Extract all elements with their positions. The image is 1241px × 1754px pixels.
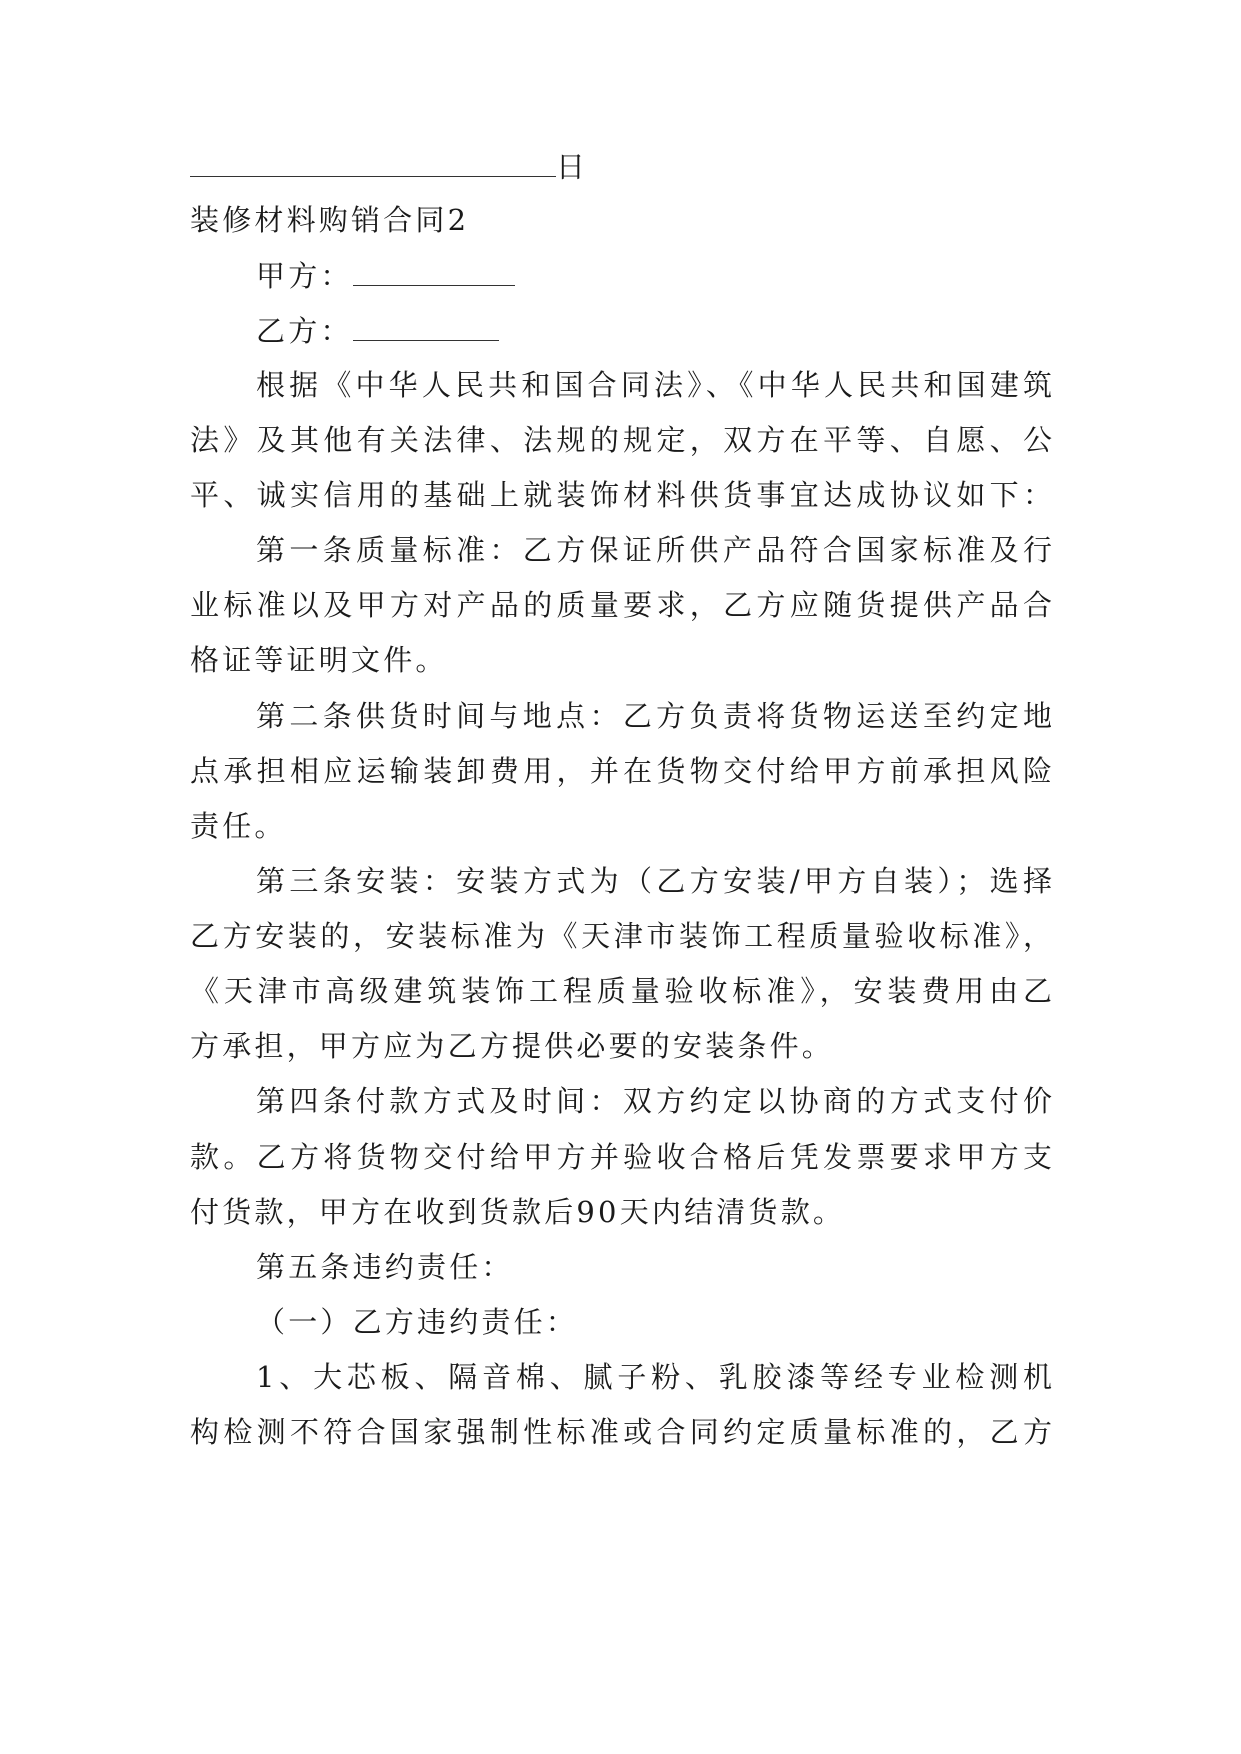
date-day-suffix: 日 bbox=[556, 150, 589, 184]
party-a-line bbox=[256, 255, 515, 296]
intro-line-2: 法》及其他有关法律、法规的规定，双方在平等、自愿、公 bbox=[190, 423, 1052, 457]
article-5-item-1-line-2: 构检测不符合国家强制性标准或合同约定质量标准的，乙方 bbox=[190, 1415, 1052, 1449]
article-3-line-3: 《天津市高级建筑装饰工程质量验收标准》，安装费用由乙 bbox=[190, 974, 1052, 1008]
article-1-line-3: 格证等证明文件。 bbox=[190, 643, 448, 677]
article-2-line-2: 点承担相应运输装卸费用，并在货物交付给甲方前承担风险 bbox=[190, 754, 1052, 788]
article-4-line-3: 付货款，甲方在收到货款后90天内结清货款。 bbox=[190, 1195, 846, 1229]
party-a-label: 甲方： bbox=[256, 259, 353, 293]
date-line bbox=[190, 146, 588, 187]
intro-line-1: 根据《中华人民共和国合同法》、《中华人民共和国建筑 bbox=[256, 368, 1052, 402]
article-2-line-3: 责任。 bbox=[190, 809, 287, 843]
document-title: 装修材料购销合同2 bbox=[190, 203, 470, 237]
intro-line-3: 平、诚实信用的基础上就装饰材料供货事宜达成协议如下： bbox=[190, 478, 1052, 512]
article-3-line-2: 乙方安装的，安装标准为《天津市装饰工程质量验收标准》， bbox=[190, 919, 1052, 953]
article-3-line-4: 方承担，甲方应为乙方提供必要的安装条件。 bbox=[190, 1029, 835, 1063]
article-4-line-2: 款。乙方将货物交付给甲方并验收合格后凭发票要求甲方支 bbox=[190, 1140, 1052, 1174]
date-blank bbox=[190, 146, 556, 177]
article-5-item-1-line-1: 1、大芯板、隔音棉、腻子粉、乳胶漆等经专业检测机 bbox=[256, 1360, 1052, 1394]
article-5-subheading-1: （一）乙方违约责任： bbox=[256, 1305, 579, 1339]
party-b-blank bbox=[353, 310, 499, 341]
party-b-label: 乙方： bbox=[256, 314, 353, 348]
article-1-line-1: 第一条质量标准：乙方保证所供产品符合国家标准及行 bbox=[256, 533, 1052, 567]
party-a-blank bbox=[353, 255, 515, 286]
article-1-line-2: 业标准以及甲方对产品的质量要求，乙方应随货提供产品合 bbox=[190, 588, 1052, 622]
article-4-line-1: 第四条付款方式及时间：双方约定以协商的方式支付价 bbox=[256, 1084, 1052, 1118]
article-5-heading: 第五条违约责任： bbox=[256, 1250, 514, 1284]
party-b-line bbox=[256, 310, 499, 351]
article-2-line-1: 第二条供货时间与地点：乙方负责将货物运送至约定地 bbox=[256, 699, 1052, 733]
article-3-line-1: 第三条安装：安装方式为（乙方安装/甲方自装）；选择 bbox=[256, 864, 1052, 898]
